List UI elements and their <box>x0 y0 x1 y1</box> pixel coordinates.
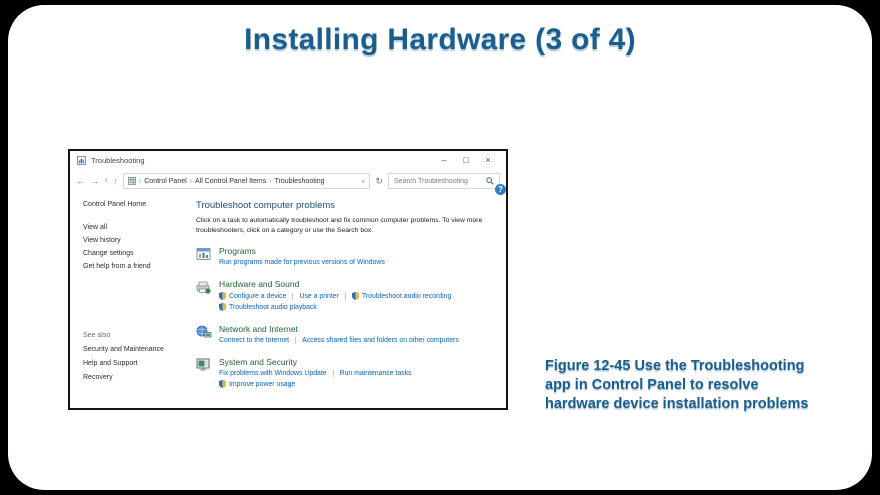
recent-pages-chevron-icon[interactable]: ∨ <box>104 178 109 184</box>
programs-icon <box>196 247 212 261</box>
breadcrumb-separator: › <box>269 177 272 185</box>
breadcrumb-item-control-panel[interactable]: Control Panel <box>144 177 187 185</box>
task-link-label: Fix problems with Windows Update <box>219 370 327 378</box>
task-link-label: Troubleshoot audio recording <box>361 292 452 300</box>
maximize-button-icon[interactable]: □ <box>463 155 469 165</box>
window-controls <box>433 151 499 170</box>
sidebar-item-recovery[interactable]: Recovery <box>83 374 113 381</box>
section-hardware-sound <box>196 279 500 314</box>
sidebar-item-get-help[interactable]: Get help from a friend <box>83 263 151 270</box>
task-link-label: Run maintenance tasks <box>339 370 412 378</box>
task-link-label: Configure a device <box>229 292 287 300</box>
search-placeholder: Search Troubleshooting <box>394 177 468 185</box>
uac-shield-icon <box>219 292 226 300</box>
address-bar <box>70 170 506 192</box>
sidebar-item-control-panel-home[interactable]: Control Panel Home <box>83 201 147 208</box>
section-system-security <box>196 357 500 391</box>
main-content <box>190 185 512 408</box>
task-link-label: Connect to the Internet <box>219 337 290 345</box>
system-security-icon <box>196 358 212 372</box>
back-icon[interactable]: ← <box>76 175 85 186</box>
close-button-icon[interactable]: × <box>485 155 491 165</box>
caption-line: Figure 12-45 Use the Troubleshooting <box>545 358 805 374</box>
breadcrumb-separator: › <box>189 177 193 185</box>
uac-shield-icon <box>219 380 226 388</box>
up-icon[interactable]: ↑ <box>113 175 118 186</box>
task-link-access-shared-files[interactable] <box>295 337 459 344</box>
sidebar-item-change-settings[interactable]: Change settings <box>83 250 134 257</box>
forward-icon[interactable]: → <box>90 175 99 186</box>
window-titlebar <box>70 151 506 170</box>
breadcrumb-separator: › <box>138 177 142 185</box>
category-link-hardware-sound[interactable]: Hardware and Sound <box>219 279 300 290</box>
see-also-header: See also <box>83 332 111 339</box>
task-link-label: Use a printer <box>299 292 339 300</box>
task-link-use-printer[interactable] <box>292 293 338 300</box>
page-description: Click on a task to automatically troubleshoot and fix common computer problems. To view more troubleshooters, click on a category or use the Search box. <box>196 217 483 234</box>
task-link-windows-update[interactable] <box>219 370 327 377</box>
task-link-label: Run programs made for previous versions of Windows <box>219 259 385 267</box>
search-input[interactable] <box>388 173 500 189</box>
caption-line: hardware device installation problems <box>545 395 809 412</box>
category-link-system-security[interactable]: System and Security <box>219 357 297 368</box>
help-icon[interactable]: ? <box>495 184 506 195</box>
slide-title: Installing Hardware (3 of 4) <box>244 23 636 56</box>
caption-line: app in Control Panel to resolve <box>545 376 759 393</box>
task-link-label: Troubleshoot audio playback <box>229 303 317 311</box>
window-body <box>70 185 506 408</box>
category-link-programs[interactable]: Programs <box>219 246 256 257</box>
breadcrumb-item-all-items[interactable]: All Control Panel Items <box>195 177 267 185</box>
sidebar-item-view-all[interactable]: View all <box>83 224 107 231</box>
task-link-improve-power[interactable] <box>219 380 295 388</box>
uac-shield-icon <box>219 303 226 311</box>
uac-shield-icon <box>352 292 359 300</box>
sidebar-item-security-maintenance[interactable]: Security and Maintenance <box>83 346 164 353</box>
network-internet-icon <box>196 325 212 339</box>
task-link-audio-recording[interactable] <box>345 292 451 300</box>
task-link-connect-internet[interactable] <box>219 337 289 344</box>
task-link-audio-playback[interactable] <box>219 303 317 311</box>
task-link-label: Access shared files and folders on other computers <box>302 337 459 345</box>
task-link-run-programs[interactable] <box>219 259 385 266</box>
sidebar <box>70 192 190 408</box>
sidebar-item-view-history[interactable]: View history <box>83 237 121 244</box>
task-link-label: Improve power usage <box>229 380 296 388</box>
troubleshooting-window <box>68 149 508 410</box>
sidebar-item-help-support[interactable]: Help and Support <box>83 360 138 367</box>
breadcrumb-item-troubleshooting[interactable]: Troubleshooting <box>274 177 325 185</box>
minimize-button-icon[interactable]: – <box>441 155 447 165</box>
page-title: Troubleshoot computer problems <box>196 200 336 211</box>
task-link-configure-device[interactable] <box>219 292 286 300</box>
breadcrumb[interactable] <box>123 173 371 189</box>
section-programs <box>196 246 500 269</box>
hardware-sound-icon <box>196 280 212 294</box>
control-panel-icon <box>128 177 136 185</box>
task-link-maintenance-tasks[interactable] <box>333 370 412 377</box>
window-title: Troubleshooting <box>91 156 145 165</box>
section-network-internet <box>196 324 500 347</box>
search-icon <box>486 177 494 185</box>
category-link-network-internet[interactable]: Network and Internet <box>219 324 298 335</box>
figure-caption <box>545 357 865 414</box>
refresh-icon[interactable]: ↻ <box>375 175 383 186</box>
troubleshooting-app-icon <box>77 156 86 165</box>
slide-panel <box>8 5 872 490</box>
address-chevron-down-icon[interactable]: ∨ <box>361 178 366 185</box>
